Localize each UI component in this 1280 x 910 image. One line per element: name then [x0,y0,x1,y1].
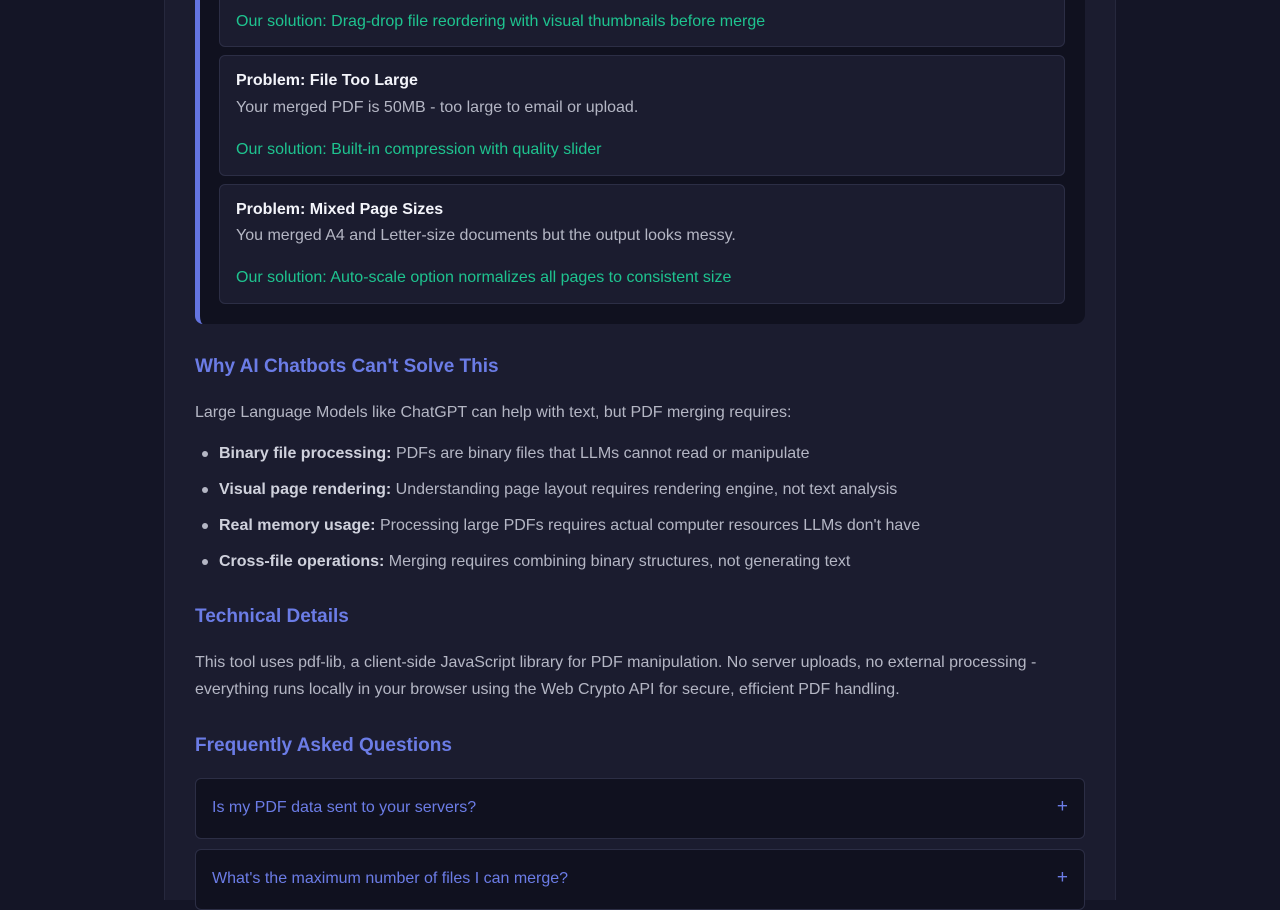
faq-question[interactable]: What's the maximum number of files I can merge? [212,870,569,887]
expand-plus-icon[interactable]: + [1056,796,1068,817]
why-ai-intro: Large Language Models like ChatGPT can help with text, but PDF merging requires: [195,404,792,421]
faq-item-max-files[interactable] [195,849,1085,910]
technical-details-body: This tool uses pdf-lib, a client-side JavaScript library for PDF manipulation. No server uploads, no external processing - everything runs locally in your browser using the Web Crypto API for secure, efficient PDF handling. [195,654,1037,698]
problem-description: You merged A4 and Letter-size documents but the output looks messy. [236,227,736,244]
reason-term: Cross-file operations: [219,553,385,570]
common-problems-box [195,0,1085,324]
why-ai-heading: Why AI Chatbots Can't Solve This [195,356,499,377]
reason-text: Understanding page layout requires rendering engine, not text analysis [391,481,898,498]
problem-card-file-too-large [219,55,1065,176]
faq-heading: Frequently Asked Questions [195,735,452,756]
faq-question[interactable]: Is my PDF data sent to your servers? [212,799,477,816]
list-item [219,477,920,513]
reason-term: Real memory usage: [219,517,376,534]
problem-solution: Our solution: Drag-drop file reordering with visual thumbnails before merge [236,13,766,30]
reason-text: Processing large PDFs requires actual computer resources LLMs don't have [375,517,921,534]
faq-item-data-sent[interactable] [195,778,1085,839]
reason-text: Merging requires combining binary structures, not generating text [384,553,851,570]
list-item [219,513,920,549]
reason-term: Binary file processing: [219,445,392,462]
reason-term: Visual page rendering: [219,481,392,498]
content-column [164,0,1116,900]
technical-details-heading: Technical Details [195,606,349,627]
problem-description: Your merged PDF is 50MB - too large to email or upload. [236,99,639,116]
problem-card-mixed-page-sizes [219,184,1065,304]
problem-solution: Our solution: Auto-scale option normalizes all pages to consistent size [236,269,732,286]
problem-solution: Our solution: Built-in compression with quality slider [236,141,602,158]
problem-card-reorder [219,0,1065,47]
list-item [219,549,920,585]
reasons-list [219,441,920,585]
reason-text: PDFs are binary files that LLMs cannot read or manipulate [391,445,810,462]
list-item [219,441,920,477]
problem-title: Problem: Mixed Page Sizes [236,201,444,218]
expand-plus-icon[interactable]: + [1056,867,1068,888]
problem-title: Problem: File Too Large [236,72,418,89]
